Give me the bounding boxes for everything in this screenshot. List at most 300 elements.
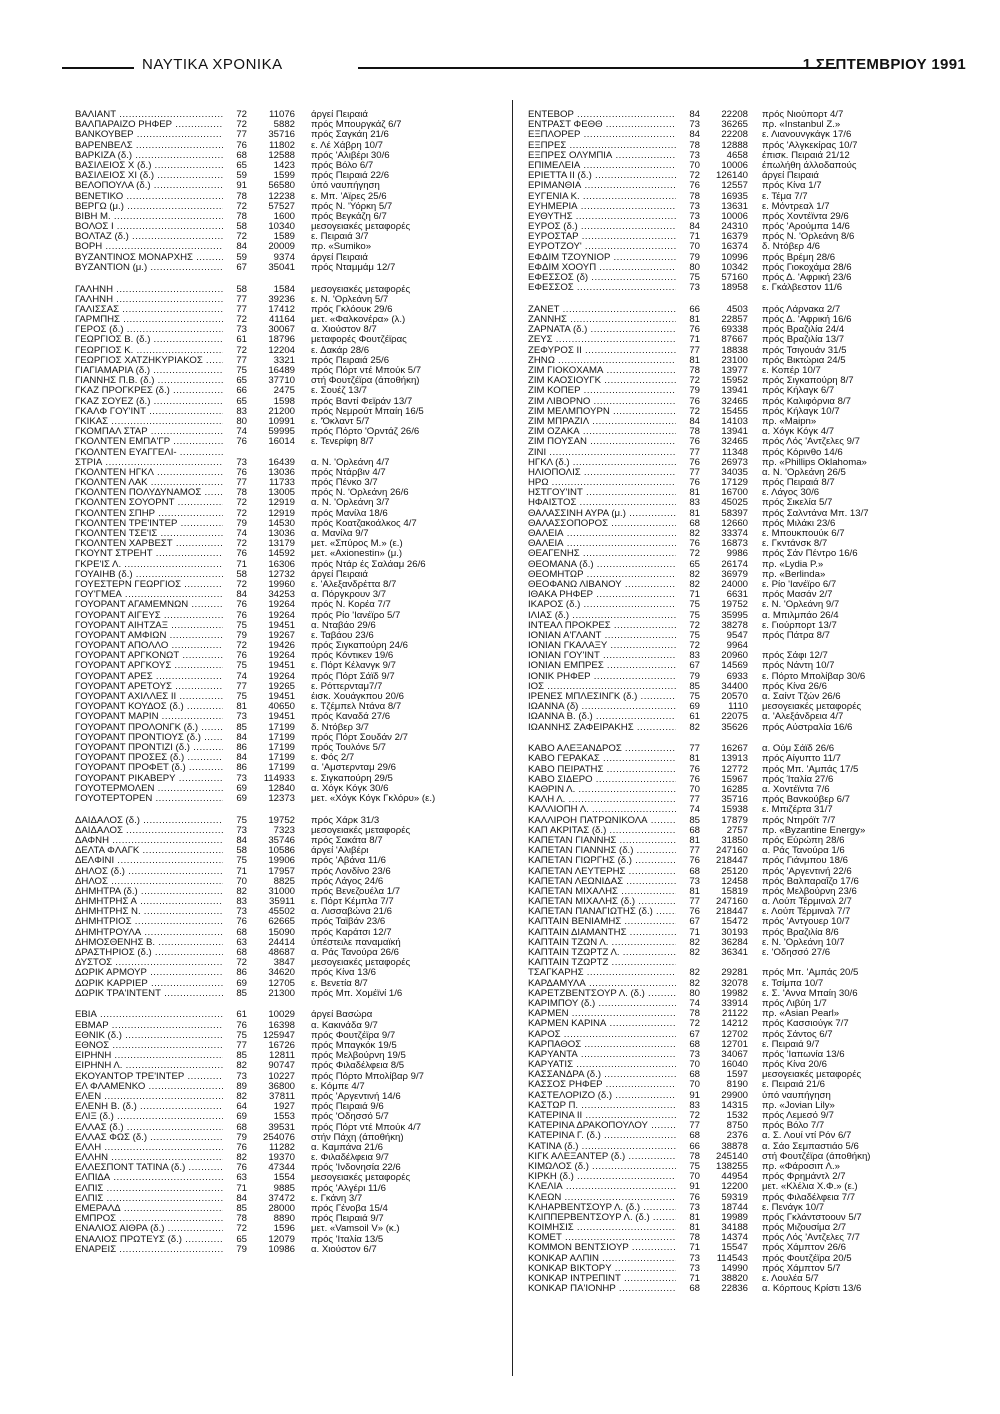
ship-position: ε. Μπ. 'Αϊρες 25/6 — [311, 191, 387, 202]
gross-tonnage: 16014 — [268, 437, 295, 448]
gross-tonnage: 3847 — [273, 958, 295, 969]
ship-name: ΙΘΑΚΑ ΡΗΦΕΡ ..... — [528, 590, 676, 600]
ship-name: ΕΛ ΦΛΑΜΕΝΚΟ ..... — [75, 1082, 223, 1092]
build-year: 82 — [236, 886, 247, 897]
ship-position: πρός Μπ. 'Αμπάς 20/5 — [762, 968, 859, 979]
gross-tonnage: 1423 — [273, 160, 295, 171]
gross-tonnage: 38278 — [721, 620, 748, 631]
ship-row — [528, 1050, 948, 1060]
ship-name: ΚΑΠΕΤΑΝ ΛΕΥΤΕΡΗΣ ..... — [528, 867, 676, 877]
ship-position: πρός Βανκούβερ 6/7 — [762, 795, 850, 806]
build-year: 76 — [236, 651, 247, 662]
ship-position: πρός Βραζιλία 24/4 — [762, 325, 845, 336]
gross-tonnage: 15547 — [721, 1243, 748, 1254]
build-year: 77 — [689, 846, 700, 857]
ship-position: πρός Νάντη 10/7 — [762, 661, 835, 672]
ship-row — [528, 427, 948, 437]
ship-name: ΓΚΟΛΝΤΕΝ ΤΣΕ'ΙΣ ..... — [75, 529, 223, 539]
gross-tonnage: 13941 — [721, 427, 748, 438]
ship-name: ΚΑΡΥΑΤΙΣ ..... — [528, 1060, 676, 1070]
build-year: 65 — [236, 396, 247, 407]
ship-name: ΓΟΥΟΤΕΡΜΟΛΕΝ ..... — [75, 784, 223, 794]
ship-name: ΔΗΜΗΤΡΟΥΛΑ ..... — [75, 928, 223, 938]
ship-row — [528, 570, 948, 580]
ship-row — [75, 979, 490, 989]
ship-row — [528, 222, 948, 232]
gross-tonnage: 17957 — [268, 866, 295, 877]
ship-row — [75, 1021, 490, 1031]
build-year: 72 — [236, 345, 247, 356]
gross-tonnage: 13036 — [268, 529, 295, 539]
gross-tonnage: 19451 — [268, 661, 295, 672]
ship-name: ΔΑΙΔΑΛΟΣ ..... — [75, 826, 223, 836]
ship-position: πρός Πειραιά 9/6 — [311, 1102, 384, 1113]
ship-row — [528, 529, 948, 539]
ship-position: πρός Τουλόνε 5/7 — [311, 742, 386, 753]
ship-row — [528, 979, 948, 989]
build-year: 68 — [689, 1131, 700, 1142]
ship-name: ΒΟΛΟΣ Ι ..... — [75, 222, 223, 232]
ship-name: ΕΥΓΕΝΙΑ Κ. ..... — [528, 192, 676, 202]
gross-tonnage: 16398 — [268, 1020, 295, 1031]
gross-tonnage: 17412 — [268, 304, 295, 315]
ship-position: πρός Μιζουσίμα 2/7 — [762, 1223, 847, 1234]
ship-position: μεσογειακές μεταφορές — [762, 702, 862, 713]
build-year: 78 — [689, 1233, 700, 1244]
build-year: 78 — [689, 1009, 700, 1020]
ship-position: ε. Ν. 'Ορλεάνη 9/7 — [762, 600, 840, 611]
ship-name: ΚΑΠΤΑΙΝ ΤΖΩΡΤΖ Λ. ..... — [528, 948, 676, 958]
ship-name: ΔΗΜΗΤΡΗΣ Ν. ..... — [75, 907, 223, 917]
build-year: 73 — [236, 907, 247, 918]
ship-position: πρός Μασάν 2/7 — [762, 590, 833, 601]
ship-name: ΓΟΥΟΡΑΝΤ ΑΙΗΤΖΑΞ ..... — [75, 621, 223, 631]
ship-name: ΕΚΟΥΑΝΤΟΡ ΤΡΕ'ΙΝΤΕΡ ..... — [75, 1072, 223, 1082]
ship-position: πρός Αίγυπτο 11/7 — [762, 754, 841, 765]
ship-row — [75, 448, 490, 458]
ship-name: ΒΑΡΚΙΖΑ (δ.) ..... — [75, 151, 223, 161]
gross-tonnage: 44954 — [721, 1172, 748, 1183]
build-year: 71 — [689, 1274, 700, 1284]
ship-row — [75, 1143, 490, 1153]
build-year: 72 — [236, 1224, 247, 1235]
gross-tonnage: 37811 — [269, 1091, 295, 1102]
gross-tonnage: 20570 — [721, 692, 748, 702]
ship-name: ΖΕΦΥΡΟΣ ΙΙ ..... — [528, 346, 676, 356]
ship-position: πρός 'Ιαπωνία 13/6 — [762, 1049, 845, 1060]
ship-name: ΓΟΥΟΤΕΡΤΟΡΕΝ ..... — [75, 794, 223, 804]
ship-position: ε. Πειραιά 21/6 — [762, 1080, 825, 1091]
ship-row — [75, 1082, 490, 1092]
ship-position: πρός Χάμπτον 26/6 — [762, 1243, 846, 1254]
ship-position: α. Λούπ Τέρμιναλ 2/7 — [762, 897, 852, 908]
ship-row — [75, 315, 490, 325]
ship-row — [528, 181, 948, 191]
ship-name: ΚΑΣΤΩΡ Π. ..... — [528, 1101, 676, 1111]
ship-row — [528, 999, 948, 1009]
gross-tonnage: 12702 — [721, 1029, 748, 1040]
build-year: 82 — [689, 968, 700, 979]
gross-tonnage: 12840 — [268, 783, 295, 794]
build-year: 80 — [689, 988, 700, 999]
ship-name: ΚΑΠΕΤΑΝ ΜΙΧΑΛΗΣ (δ.) ..... — [528, 897, 676, 907]
ship-position: πρός Ντάρβιν 4/7 — [311, 467, 386, 478]
ship-row — [528, 1121, 948, 1131]
build-year: 72 — [689, 1019, 700, 1030]
ship-name: ΕΛΛΕΣΠΟΝΤ ΤΑΤΙΝΑ (δ.) ..... — [75, 1163, 223, 1173]
ship-position: πρός Καράτσι 12/7 — [311, 927, 392, 938]
ship-name: ΓΟΥΟΡΑΝΤ ΑΡΕΣ ..... — [75, 672, 223, 682]
ship-position: α. Μανίλα 9/7 — [311, 529, 369, 539]
ship-row — [75, 161, 490, 171]
gross-tonnage: 34253 — [268, 590, 295, 601]
ship-row — [528, 1080, 948, 1090]
ship-position: πρός Σακάτα 8/7 — [311, 835, 383, 846]
ship-position: άργεί Πειραιά — [311, 569, 368, 580]
build-year: 70 — [689, 1060, 700, 1071]
build-year: 89 — [236, 1081, 247, 1092]
gross-tonnage: 22857 — [721, 315, 748, 326]
gross-tonnage: 21300 — [268, 988, 295, 999]
ship-position: μεσογειακές μεταφορές — [311, 222, 411, 233]
ship-row — [75, 733, 490, 743]
ship-position: άργεί 'Αλιβέρι — [311, 846, 369, 857]
ship-name: ΚΟΝΚΑΡ ΠΑ'ΙΟΝΗΡ ..... — [528, 1284, 676, 1294]
ship-name: ΚΙΓΚ ΑΛΕΞΑΝΤΕΡ (δ.) ..... — [528, 1152, 676, 1162]
gross-tonnage: 19264 — [268, 671, 295, 682]
build-year: 76 — [689, 764, 700, 775]
ship-row — [528, 611, 948, 621]
ship-row — [528, 836, 948, 846]
build-year: 84 — [689, 110, 700, 120]
gross-tonnage: 14212 — [721, 1019, 748, 1030]
ship-row — [528, 621, 948, 631]
build-year: 76 — [689, 457, 700, 468]
ship-position: πρός Πόρτ Σουδάν 2/7 — [311, 732, 408, 743]
ship-row — [75, 702, 490, 712]
ship-position: α. Κακινάδα 9/7 — [311, 1020, 378, 1031]
ship-position: μετ. «Χόγκ Κόγκ Γκλόρυ» (ε.) — [311, 793, 436, 804]
gross-tonnage: 35041 — [268, 262, 295, 273]
build-year: 91 — [689, 1182, 700, 1193]
ship-name: ΒΟΛΤΑΖ (δ.) ..... — [75, 232, 223, 242]
build-year: 70 — [689, 1172, 700, 1183]
gross-tonnage: 16379 — [721, 232, 748, 243]
gross-tonnage: 19451 — [268, 692, 295, 702]
gross-tonnage: 35626 — [721, 722, 748, 733]
ship-row — [75, 488, 490, 498]
gross-tonnage: 90747 — [268, 1061, 295, 1072]
ship-name: ΕΜΠΡΟΣ ..... — [75, 1214, 223, 1224]
ship-section — [528, 110, 948, 293]
ship-row — [528, 151, 948, 161]
ship-name: ΓΟΥΟΡΑΝΤ ΑΠΟΛΛΟ ..... — [75, 641, 223, 651]
ship-position: μεσογειακές μεταφορές — [762, 1070, 862, 1081]
ship-position: δ. Ντόβερ 4/6 — [762, 242, 820, 253]
build-year: 61 — [236, 335, 247, 346]
gross-tonnage: 15938 — [721, 805, 748, 816]
ship-row — [75, 1153, 490, 1163]
ship-section — [75, 816, 490, 999]
build-year: 73 — [689, 876, 700, 887]
ship-name: ΚΑΛΛΙΡΟΗ ΠΑΤΡΩΝΙΚΟΛΑ ..... — [528, 816, 676, 826]
ship-position: πρός 'Αργεντινή 22/6 — [762, 866, 852, 877]
ship-name: ΖΑΝΕΤ ..... — [528, 305, 676, 315]
ship-name: ΕΛΛΗΝ ..... — [75, 1153, 223, 1163]
gross-tonnage: 16267 — [721, 744, 748, 755]
ship-position: πρός Πάτρα 8/7 — [762, 630, 830, 641]
build-year: 76 — [689, 478, 700, 489]
ship-row — [75, 407, 490, 417]
build-year: 83 — [689, 498, 700, 509]
build-year: 82 — [689, 579, 700, 590]
ship-position: πρός Καλιφόρνια 8/7 — [762, 396, 851, 407]
build-year: 77 — [236, 1041, 247, 1051]
gross-tonnage: 12373 — [268, 793, 295, 804]
build-year: 91 — [689, 1090, 700, 1101]
ship-name: ΚΑΤΕΡΙΝΑ ΔΡΑΚΟΠΟΥΛΟΥ ..... — [528, 1121, 676, 1131]
ship-name: ΓΙΑΝΝΗΣ Π.Β. (δ.) ..... — [75, 376, 223, 386]
ship-name: ΓΟΥΟΡΑΝΤ ΑΓΑΜΕΜΝΩΝ ..... — [75, 600, 223, 610]
build-year: 68 — [689, 825, 700, 836]
ship-name: ΖΕΥΣ ..... — [528, 335, 676, 345]
ship-name: ΕΘΝΟΣ ..... — [75, 1041, 223, 1051]
build-year: 79 — [236, 630, 247, 641]
ship-name: ΙΩΑΝΝΑ Β. (δ.) ..... — [528, 712, 676, 722]
ship-position: α. Ράς Τανούρα 26/6 — [311, 948, 400, 958]
ship-row — [75, 917, 490, 927]
ship-position: ε. Ν. 'Ορλεάνη 5/7 — [311, 294, 389, 305]
ship-position: δ. Ντόβερ 3/7 — [311, 722, 369, 733]
ship-row — [75, 692, 490, 702]
build-year: 74 — [236, 671, 247, 682]
build-year: 77 — [689, 744, 700, 755]
build-year: 72 — [236, 232, 247, 243]
ship-position: έισκ. Χουάγκπου 20/6 — [311, 692, 404, 702]
build-year: 66 — [236, 386, 247, 397]
build-year: 72 — [689, 171, 700, 182]
ship-position: α. Ράς Τανούρα 1/6 — [762, 846, 845, 857]
ship-row — [75, 794, 490, 804]
ship-position: α. Χιούστον 8/7 — [311, 325, 377, 336]
ship-row — [75, 539, 490, 549]
gross-tonnage: 18744 — [721, 1202, 748, 1213]
gross-tonnage: 22208 — [721, 110, 748, 120]
build-year: 78 — [236, 191, 247, 202]
ship-name: ΘΕΑΓΕΝΗΣ ..... — [528, 549, 676, 559]
ship-name: ΘΕΟΜΑΝΑ (δ.) ..... — [528, 560, 676, 570]
ship-position: πρός Ταϊβάν 23/6 — [311, 917, 386, 928]
ship-position: πρός Γκλόουκ 29/6 — [311, 304, 393, 315]
ship-row — [528, 335, 948, 345]
gross-tonnage: 10006 — [721, 211, 748, 222]
ship-row — [528, 305, 948, 315]
gross-tonnage: 13631 — [721, 201, 748, 212]
ship-position: ε. Λουλέα 5/7 — [762, 1274, 819, 1284]
ship-name: ΕΛΙΞ (δ.) ..... — [75, 1112, 223, 1122]
ship-row — [75, 181, 490, 191]
build-year: 79 — [236, 1132, 247, 1143]
ship-name: ΔΗΛΟΣ (δ.) ..... — [75, 867, 223, 877]
ship-row — [528, 867, 948, 877]
gross-tonnage: 38878 — [721, 1141, 748, 1152]
build-year: 68 — [689, 866, 700, 877]
ship-position: πρός Λός 'Αντζελες 7/7 — [762, 1233, 860, 1244]
gross-tonnage: 19426 — [268, 641, 295, 652]
ship-row — [75, 335, 490, 345]
ship-row — [528, 346, 948, 356]
ship-position: πρός Λιβύη 1/7 — [762, 998, 827, 1009]
ship-row — [528, 795, 948, 805]
ship-row — [528, 509, 948, 519]
gross-tonnage: 32465 — [721, 396, 748, 407]
gross-tonnage: 12588 — [268, 150, 295, 161]
ship-name: ΓΚΟΛΝΤΕΝ ΕΜΠΑ'ΓΡ ..... — [75, 437, 223, 447]
ship-position: πρός 'Αλγκεκίρας 10/7 — [762, 140, 858, 151]
ship-position: έπισκ. Πειραιά 21/12 — [762, 150, 850, 161]
gross-tonnage: 36265 — [721, 120, 748, 131]
ship-position: πρός Βόλο 7/7 — [762, 1121, 825, 1132]
ship-name: ΓΚΟΛΝΤΕΝ ΤΡΕ'ΙΝΤΕΡ ..... — [75, 519, 223, 529]
ship-name: ΒΑΣΙΛΕΙΟΣ Χ (δ.) ..... — [75, 161, 223, 171]
gross-tonnage: 1596 — [273, 1224, 295, 1235]
gross-tonnage: 247160 — [715, 897, 748, 908]
gross-tonnage: 12919 — [268, 508, 295, 519]
ship-position: α. Ν. 'Ορλεάνη 4/7 — [311, 457, 390, 468]
gross-tonnage: 12557 — [721, 181, 748, 192]
build-year: 67 — [689, 917, 700, 928]
build-year: 58 — [236, 284, 247, 295]
ship-name: ΚΛΕΛΙΑ ..... — [528, 1182, 676, 1192]
build-year: 76 — [236, 437, 247, 448]
build-year: 69 — [236, 978, 247, 989]
build-year: 76 — [236, 600, 247, 611]
build-year: 76 — [689, 1192, 700, 1203]
ship-row — [75, 712, 490, 722]
gross-tonnage: 1599 — [273, 171, 295, 182]
ship-name: ΓΚΑΛΦ ΓΟΥ'ΙΝΤ ..... — [75, 407, 223, 417]
ship-row — [75, 468, 490, 478]
build-year: 73 — [236, 773, 247, 784]
gross-tonnage: 29900 — [721, 1090, 748, 1101]
ship-position: μετ. «Axionestin» (μ.) — [311, 549, 403, 560]
ship-name: ΒΟΡΗ ..... — [75, 242, 223, 252]
ship-name: ΓΑΛΗΝΗ ..... — [75, 285, 223, 295]
ship-name: ΒΕΛΟΠΟΥΛΑ (δ.) ..... — [75, 181, 223, 191]
build-year: 70 — [689, 160, 700, 171]
ship-row — [75, 346, 490, 356]
build-year: 81 — [689, 315, 700, 326]
ship-name: ΚΑΠΕΤΑΝ ΓΙΑΝΝΗΣ ..... — [528, 836, 676, 846]
build-year: 68 — [689, 1070, 700, 1081]
ship-row — [75, 580, 490, 590]
ship-name: ΓΟΥ'ΓΜΕΑ ..... — [75, 590, 223, 600]
ship-row — [75, 1102, 490, 1112]
ship-name: ΗΓΚΛ (δ.) ..... — [528, 458, 676, 468]
build-year: 83 — [236, 897, 247, 908]
ship-name: ΚΑΡΥΑΝΤΑ ..... — [528, 1050, 676, 1060]
build-year: 76 — [689, 325, 700, 336]
ship-name: ΚΟΝΚΑΡ ΙΝΤΡΕΠΙΝΤ ..... — [528, 1274, 676, 1284]
gross-tonnage: 13977 — [721, 366, 748, 376]
build-year: 72 — [689, 406, 700, 417]
ship-position: ε. Λάγος 30/6 — [762, 488, 820, 499]
ship-name: ΙΟΝΙΑΝ ΕΜΠΡΕΣ ..... — [528, 661, 676, 671]
gross-tonnage: 8750 — [726, 1121, 748, 1132]
ship-position: ε. Γιούρπορτ 13/7 — [762, 620, 837, 631]
gross-tonnage: 41164 — [269, 315, 295, 326]
ship-position: ε. Γκντάνσκ 8/7 — [762, 539, 828, 550]
gross-tonnage: 39531 — [268, 1122, 295, 1133]
gross-tonnage: 57527 — [268, 201, 295, 212]
build-year: 86 — [236, 763, 247, 774]
ship-row — [75, 651, 490, 661]
ship-row — [528, 1142, 948, 1152]
gross-tonnage: 9374 — [273, 252, 295, 263]
build-year: 73 — [689, 120, 700, 131]
ship-name: ΗΛΙΟΠΟΛΙΣ ..... — [528, 468, 676, 478]
ship-position: πρός 'Αβάνα 11/6 — [311, 856, 386, 867]
ship-row — [528, 1019, 948, 1029]
ship-name: ΕΡΙΕΤΤΑ ΙΙ (δ.) ..... — [528, 171, 676, 181]
gross-tonnage: 9986 — [726, 549, 748, 560]
build-year: 81 — [689, 508, 700, 519]
gross-tonnage: 24000 — [721, 579, 748, 590]
ship-position: ε. Τέμα 7/7 — [762, 191, 808, 202]
gross-tonnage: 19264 — [268, 610, 295, 621]
build-year: 70 — [689, 1080, 700, 1091]
ship-row — [528, 141, 948, 151]
ship-row — [75, 1245, 490, 1255]
ship-position: α. Χόγκ Κόγκ 4/7 — [762, 427, 835, 438]
ship-position: πρός Γιάνμπου 18/6 — [762, 856, 848, 867]
ship-row — [75, 600, 490, 610]
ship-position: πρός Βραζιλία 8/6 — [762, 927, 839, 938]
ship-row — [75, 110, 490, 120]
ship-row — [75, 376, 490, 386]
gross-tonnage: 14592 — [268, 549, 295, 560]
build-year: 73 — [689, 1049, 700, 1060]
ship-position: πρός Πένκο 3/7 — [311, 478, 378, 489]
ship-row — [75, 141, 490, 151]
build-year: 78 — [689, 140, 700, 151]
ship-position: μετ. «Vamsoil V» (κ.) — [311, 1224, 400, 1235]
gross-tonnage: 4503 — [726, 304, 748, 315]
ship-row — [528, 458, 948, 468]
ship-row — [528, 754, 948, 764]
ship-name: ΓΟΥΟΡΑΝΤ ΡΙΚΑΒΕΡΥ ..... — [75, 774, 223, 784]
ship-row — [75, 417, 490, 427]
ship-row — [528, 1009, 948, 1019]
ship-position: ε. Τενερίφη 8/7 — [311, 437, 374, 448]
ship-position: πρ. «Lydia P.» — [762, 559, 824, 570]
ship-position: πρ. «Asian Pearl» — [762, 1009, 840, 1020]
ship-position: ε. Μπουκπουύκ 6/7 — [762, 529, 845, 539]
ship-row — [75, 1061, 490, 1071]
gross-tonnage: 2475 — [273, 386, 295, 397]
ship-position: πρός Νιούπορτ 4/7 — [762, 110, 844, 120]
ship-row — [75, 1224, 490, 1234]
build-year: 73 — [236, 457, 247, 468]
build-year: 77 — [689, 897, 700, 908]
ship-row — [75, 897, 490, 907]
build-year: 71 — [689, 1243, 700, 1254]
build-year: 85 — [689, 681, 700, 692]
ship-row — [75, 856, 490, 866]
build-year: 80 — [236, 416, 247, 427]
gross-tonnage: 12701 — [721, 1039, 748, 1050]
ship-name: ΚΑΠΤΑΙΝ ΤΖΩΝ Λ. ..... — [528, 938, 676, 948]
